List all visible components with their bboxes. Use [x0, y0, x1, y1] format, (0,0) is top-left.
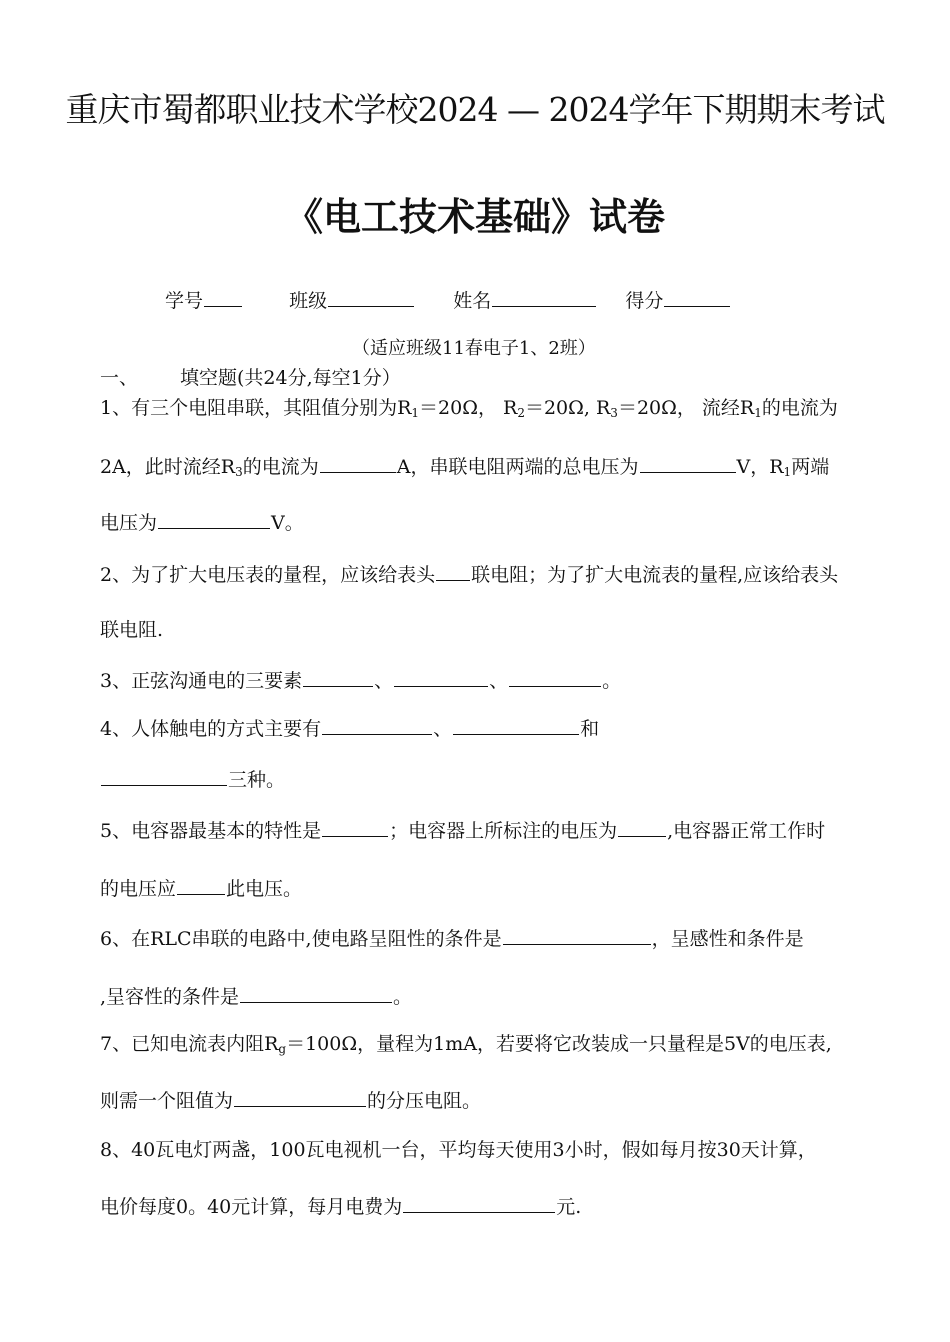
exam-subtitle: 《电工技术基础》试卷 [284, 194, 665, 239]
subscript: 3 [235, 465, 243, 479]
q5-text: ,电容器正常工作时 [667, 820, 826, 842]
q2-text: 联电阻；为了扩大电流表的量程,应该给表头 [471, 564, 839, 586]
q3-text: 。 [602, 670, 622, 692]
answer-blank[interactable] [240, 984, 392, 1003]
question-1-line-3 [100, 510, 304, 535]
q1-text: ＝20Ω， 流经R [617, 397, 755, 419]
score-label: 得分 [625, 290, 664, 312]
q1-text: V，R [736, 456, 784, 478]
q1-text: 的电流为 [761, 397, 838, 419]
question-3 [100, 668, 621, 693]
score-field[interactable] [664, 288, 730, 307]
question-5-line-2 [100, 876, 302, 901]
q1-text: 2A，此时流经R [100, 456, 236, 478]
answer-blank[interactable] [177, 876, 225, 895]
q1-text: A，串联电阻两端的总电压为 [396, 456, 639, 478]
class-field[interactable] [328, 288, 414, 307]
question-1-line-1 [100, 396, 838, 425]
subscript: 1 [754, 406, 762, 420]
q1-text: V。 [271, 512, 304, 534]
question-7-line-1 [100, 1032, 832, 1061]
class-label: 班级 [289, 290, 328, 312]
answer-blank[interactable] [234, 1088, 366, 1107]
question-1-line-2 [100, 454, 829, 484]
section-title: 填空题(共24分,每空1分） [180, 367, 401, 389]
question-6-line-1 [100, 926, 804, 951]
q7-text: ＝100Ω，量程为1mA，若要将它改装成一只量程是5V的电压表, [286, 1033, 832, 1055]
q4-text: 和 [580, 718, 600, 740]
subscript: 1 [411, 406, 420, 420]
separator: 、 [489, 670, 509, 692]
q7-text: 的分压电阻。 [367, 1090, 482, 1112]
subscript: 2 [517, 406, 525, 420]
answer-blank[interactable] [303, 668, 373, 687]
answer-blank[interactable] [320, 454, 396, 473]
q6-text: ,呈容性的条件是 [100, 986, 240, 1008]
subscript: 1 [783, 465, 792, 479]
question-4-line-2 [100, 767, 285, 792]
q8-text: 8、40瓦电灯两盏，100瓦电视机一台，平均每天使用3小时，假如每月按30天计算， [100, 1139, 817, 1161]
q4-text: 4、人体触电的方式主要有 [100, 718, 322, 740]
q8-text: 电价每度0。40元计算，每月电费为 [100, 1196, 403, 1218]
q6-text: 。 [393, 986, 413, 1008]
q2-text: 2、为了扩大电压表的量程，应该给表头 [100, 564, 436, 586]
q5-text: 5、电容器最基本的特性是 [100, 820, 322, 842]
q4-text: 三种。 [228, 769, 286, 791]
answer-blank[interactable] [101, 767, 227, 786]
separator: 、 [374, 670, 394, 692]
answer-blank[interactable] [322, 818, 388, 837]
q6-text: 6、在RLC串联的电路中,使电路呈阻性的条件是 [100, 928, 502, 950]
answer-blank[interactable] [509, 668, 601, 687]
subscript: g [278, 1042, 287, 1056]
answer-blank[interactable] [158, 510, 270, 529]
q7-text: 则需一个阻值为 [100, 1090, 234, 1112]
answer-blank[interactable] [403, 1194, 555, 1213]
q5-text: 的电压应 [100, 878, 177, 900]
answer-blank[interactable] [453, 716, 579, 735]
name-field[interactable] [492, 288, 596, 307]
answer-blank[interactable] [394, 668, 488, 687]
answer-blank[interactable] [436, 562, 470, 581]
subscript: 3 [610, 406, 618, 420]
answer-blank[interactable] [322, 716, 432, 735]
question-8-line-2 [100, 1194, 581, 1219]
student-id-label: 学号 [165, 290, 204, 312]
question-5-line-1 [100, 818, 825, 843]
applicable-classes-note: （适应班级11春电子1、2班） [352, 338, 596, 359]
name-label: 姓名 [453, 290, 492, 312]
section-number: 一、 [100, 367, 139, 389]
answer-blank[interactable] [640, 454, 736, 473]
q6-text: ，呈感性和条件是 [651, 928, 804, 950]
q1-text: ＝20Ω， R [419, 397, 518, 419]
student-info-row [165, 288, 731, 313]
question-8-line-1 [100, 1138, 817, 1162]
q1-text: 电压为 [100, 512, 158, 534]
question-6-line-2 [100, 984, 412, 1009]
question-2-line-1 [100, 562, 838, 587]
section-heading [100, 366, 401, 390]
q5-text: ；电容器上所标注的电压为 [389, 820, 618, 842]
q1-text: 1、有三个电阻串联，其阻值分别为R [100, 397, 412, 419]
student-id-field[interactable] [204, 288, 242, 307]
exam-title: 重庆市蜀都职业技术学校2024 — 2024学年下期期末考试 [65, 90, 885, 129]
question-4-line-1 [100, 716, 599, 741]
q2-text: 联电阻. [100, 619, 164, 641]
q1-text: ＝20Ω, R [524, 397, 611, 419]
separator: 、 [433, 718, 453, 740]
answer-blank[interactable] [503, 926, 651, 945]
q7-text: 7、已知电流表内阻R [100, 1033, 279, 1055]
question-7-line-2 [100, 1088, 481, 1113]
q5-text: 此电压。 [226, 878, 303, 900]
answer-blank[interactable] [618, 818, 666, 837]
q8-text: 元. [556, 1196, 582, 1218]
q3-text: 3、正弦沟通电的三要素 [100, 670, 303, 692]
q1-text: 两端 [791, 456, 830, 478]
q1-text: 的电流为 [242, 456, 319, 478]
question-2-line-2 [100, 618, 163, 642]
